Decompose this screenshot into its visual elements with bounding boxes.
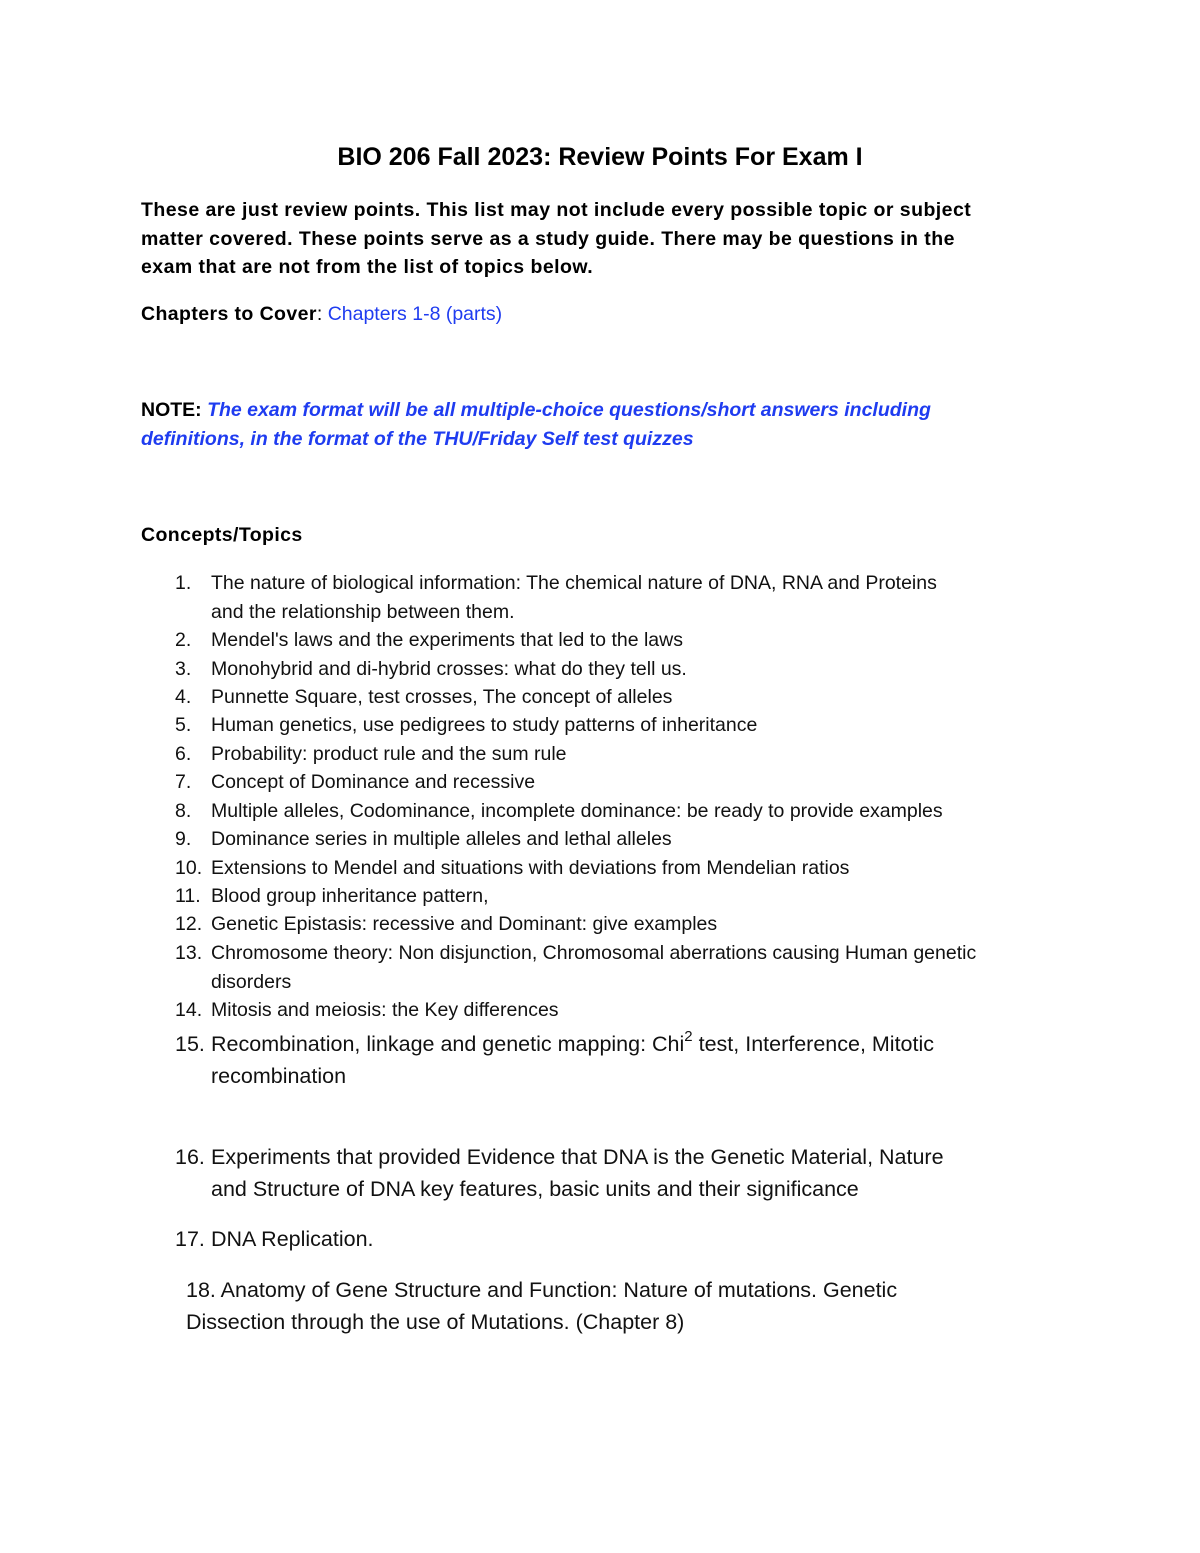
list-item-number: 15. [175, 1032, 205, 1056]
list-item-text: Multiple alleles, Codominance, incomplete dominance: be ready to provide examples [211, 800, 943, 822]
list-item-number: 9. [175, 828, 192, 850]
chapters-label: Chapters to Cover [141, 303, 317, 325]
list-item-number: 3. [175, 658, 192, 680]
superscript: 2 [684, 1027, 693, 1045]
chapters-separator: : [316, 303, 328, 325]
list-item-number: 14. [175, 999, 203, 1021]
list-item-number: 17. [175, 1227, 205, 1251]
chapters-value: Chapters 1-8 (parts) [327, 303, 503, 325]
note-paragraph [141, 396, 1041, 453]
document-title: BIO 206 Fall 2023: Review Points For Exam I [337, 143, 863, 171]
list-item-number: 11. [175, 885, 201, 907]
list-item-text: Dominance series in multiple alleles and lethal alleles [211, 828, 672, 850]
concepts-heading: Concepts/Topics [141, 524, 303, 546]
list-item-text: Punnette Square, test crosses, The concept of alleles [211, 686, 673, 708]
list-item-number: 5. [175, 714, 192, 736]
list-item-number: 16. [175, 1145, 205, 1169]
list-item-number: 1. [175, 572, 192, 594]
list-item-number: 7. [175, 771, 192, 793]
list-item-number: 12. [175, 913, 203, 935]
list-item-text: Blood group inheritance pattern, [211, 885, 489, 907]
list-item-number: 6. [175, 743, 192, 765]
list-item-number: 13. [175, 942, 203, 964]
list-item-text: Experiments that provided Evidence that DNA is the Genetic Material, Nature and Structure of DNA key features, basic units and their significance [211, 1145, 944, 1201]
list-item-text: 18. Anatomy of Gene Structure and Function: Nature of mutations. Genetic Dissection through the use of Mutations. (Chapter 8) [186, 1278, 898, 1334]
list-item-text: DNA Replication. [211, 1227, 374, 1251]
list-item-text-part: Recombination, linkage and genetic mapping: Chi [211, 1032, 685, 1056]
list-item-text: Probability: product rule and the sum rule [211, 743, 567, 765]
chapters-line [141, 300, 502, 328]
list-item-text: Mendel's laws and the experiments that led to the laws [211, 629, 683, 651]
list-item-number: 8. [175, 800, 192, 822]
list-item-text: Genetic Epistasis: recessive and Dominant: give examples [211, 913, 718, 935]
list-item-text: Extensions to Mendel and situations with deviations from Mendelian ratios [211, 857, 850, 879]
list-item-text: Human genetics, use pedigrees to study patterns of inheritance [211, 714, 758, 736]
list-item-text: Chromosome theory: Non disjunction, Chromosomal aberrations causing Human genetic disorders [211, 942, 977, 993]
intro-paragraph: These are just review points. This list may not include every possible topic or subject matter covered. These points serve as a study guide. There may be questions in the exam that are not from the list of topics below. [141, 199, 972, 278]
list-item-number: 10. [175, 857, 203, 879]
list-item-number: 4. [175, 686, 192, 708]
list-item-text [211, 1028, 1091, 1092]
list-item-text-part: test, Interference, Mitotic recombination [211, 1032, 935, 1088]
list-item-number: 2. [175, 629, 192, 651]
note-label: NOTE: [141, 399, 208, 421]
list-item-text: Monohybrid and di-hybrid crosses: what do they tell us. [211, 658, 687, 680]
list-item-text: Mitosis and meiosis: the Key differences [211, 999, 559, 1021]
list-item-text: The nature of biological information: The chemical nature of DNA, RNA and Proteins and the relationship between them. [211, 572, 937, 623]
list-item-text: Concept of Dominance and recessive [211, 771, 536, 793]
note-text: The exam format will be all multiple-choice questions/short answers including definitions, in the format of the THU/Friday Self test quizzes [141, 399, 931, 450]
